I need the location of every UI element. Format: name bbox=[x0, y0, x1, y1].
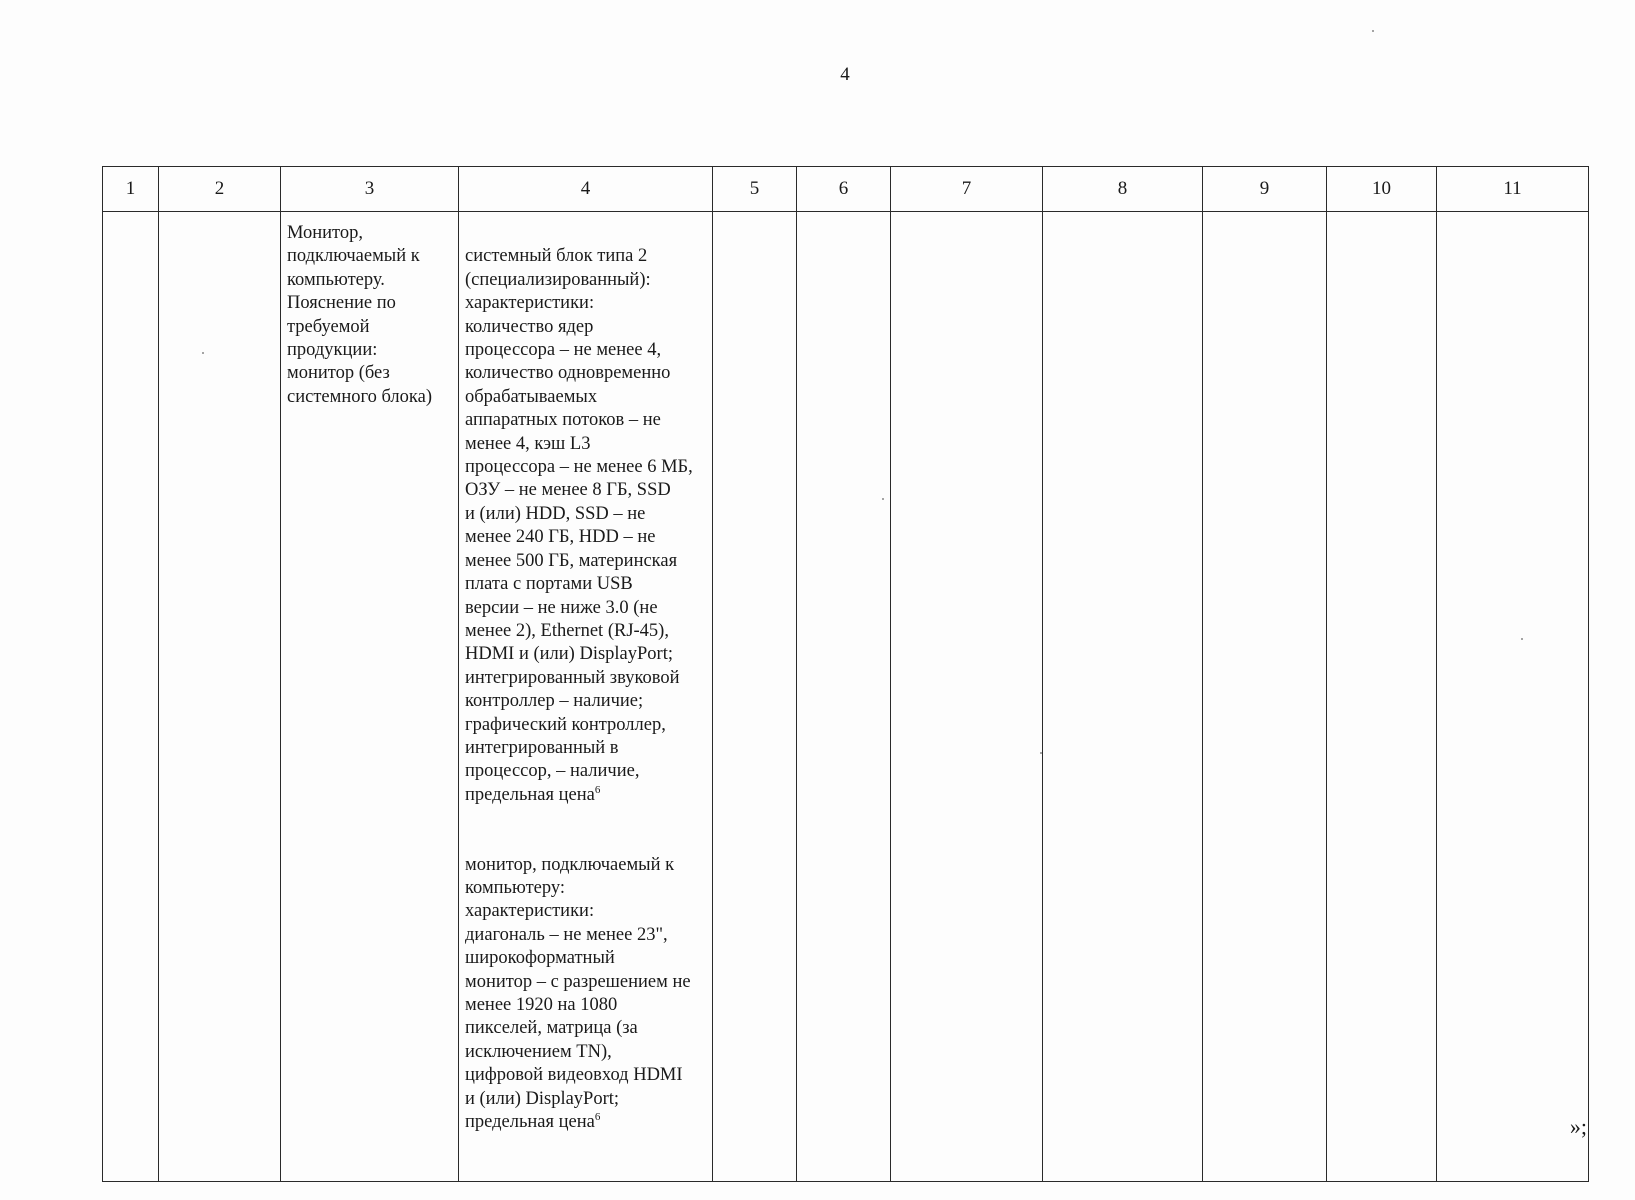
cell-col-7 bbox=[891, 212, 1043, 1182]
product-name-text: Монитор, подключаемый к компьютеру. Пояснение по требуемой продукции: монитор (без системного блока) bbox=[287, 223, 432, 407]
cell-col-10-text bbox=[1327, 212, 1436, 222]
specification-table-wrapper bbox=[102, 166, 1588, 1182]
column-header-11: 11 bbox=[1437, 167, 1589, 212]
column-header-7: 7 bbox=[891, 167, 1043, 212]
cell-col-6-text bbox=[797, 212, 890, 222]
column-header-5: 5 bbox=[713, 167, 797, 212]
cell-col-4 bbox=[459, 212, 713, 1182]
cell-col-11-text bbox=[1437, 212, 1588, 222]
column-header-6: 6 bbox=[797, 167, 891, 212]
cell-col-8 bbox=[1043, 212, 1203, 1182]
scan-speck bbox=[1372, 30, 1374, 32]
column-header-1: 1 bbox=[103, 167, 159, 212]
cell-col-11 bbox=[1437, 212, 1589, 1182]
cell-col-6 bbox=[797, 212, 891, 1182]
cell-col-2 bbox=[159, 212, 281, 1182]
page-number: 4 bbox=[840, 64, 850, 85]
column-header-9: 9 bbox=[1203, 167, 1327, 212]
table-row bbox=[103, 212, 1589, 1182]
cell-col-7-text bbox=[891, 212, 1042, 222]
scan-speck bbox=[1521, 638, 1523, 640]
scan-speck bbox=[882, 498, 884, 500]
system-unit-characteristics bbox=[465, 245, 708, 807]
cell-col-3 bbox=[281, 212, 459, 1182]
cell-col-8-text bbox=[1043, 212, 1202, 222]
header-row bbox=[103, 167, 1589, 212]
column-header-2: 2 bbox=[159, 167, 281, 212]
cell-col-1-text bbox=[103, 212, 158, 222]
scan-speck bbox=[202, 352, 204, 354]
specification-table bbox=[102, 166, 1589, 1182]
column-header-8: 8 bbox=[1043, 167, 1203, 212]
cell-col-5 bbox=[713, 212, 797, 1182]
cell-col-1 bbox=[103, 212, 159, 1182]
column-header-3: 3 bbox=[281, 167, 459, 212]
scan-speck bbox=[1040, 752, 1042, 754]
cell-col-9 bbox=[1203, 212, 1327, 1182]
monitor-characteristics-text: монитор, подключаемый к компьютеру: характеристики: диагональ – не менее 23", широкоформатный монитор – с разрешением не менее 1920 на 1080 пикселей, матрица (за исключением TN), цифровой видеовход HDMI и (или) DisplayPort; предельная цена bbox=[465, 854, 691, 1133]
cell-col-5-text bbox=[713, 212, 796, 222]
column-header-10: 10 bbox=[1327, 167, 1437, 212]
cell-col-9-text bbox=[1203, 212, 1326, 222]
monitor-characteristics bbox=[465, 854, 708, 1135]
system-unit-characteristics-text: системный блок типа 2 (специализированный): характеристики: количество ядер процессора – не менее 4, количество одновременно обрабатываемых аппаратных потоков – не менее 4, кэш L3 процессора – не менее 6 МБ, ОЗУ – не менее 8 ГБ, SSD и (или) HDD, SSD – не менее 240 ГБ, HDD – не менее 500 ГБ, материнская плата с портами USB версии – не ниже 3.0 (не менее 2), Ethernet (RJ-45), HDMI и (или) DisplayPort; интегрированный звуковой контроллер – наличие; графический контроллер, интегрированный в процессор, – наличие, предельная цена bbox=[465, 246, 693, 805]
cell-col-2-text bbox=[159, 212, 280, 222]
column-header-4: 4 bbox=[459, 167, 713, 212]
closing-quote-mark: »; bbox=[1569, 1114, 1587, 1139]
characteristics-block bbox=[459, 212, 712, 1181]
cell-col-10 bbox=[1327, 212, 1437, 1182]
footnote-marker: 6 bbox=[594, 1111, 601, 1124]
footnote-marker: 6 bbox=[594, 783, 601, 796]
